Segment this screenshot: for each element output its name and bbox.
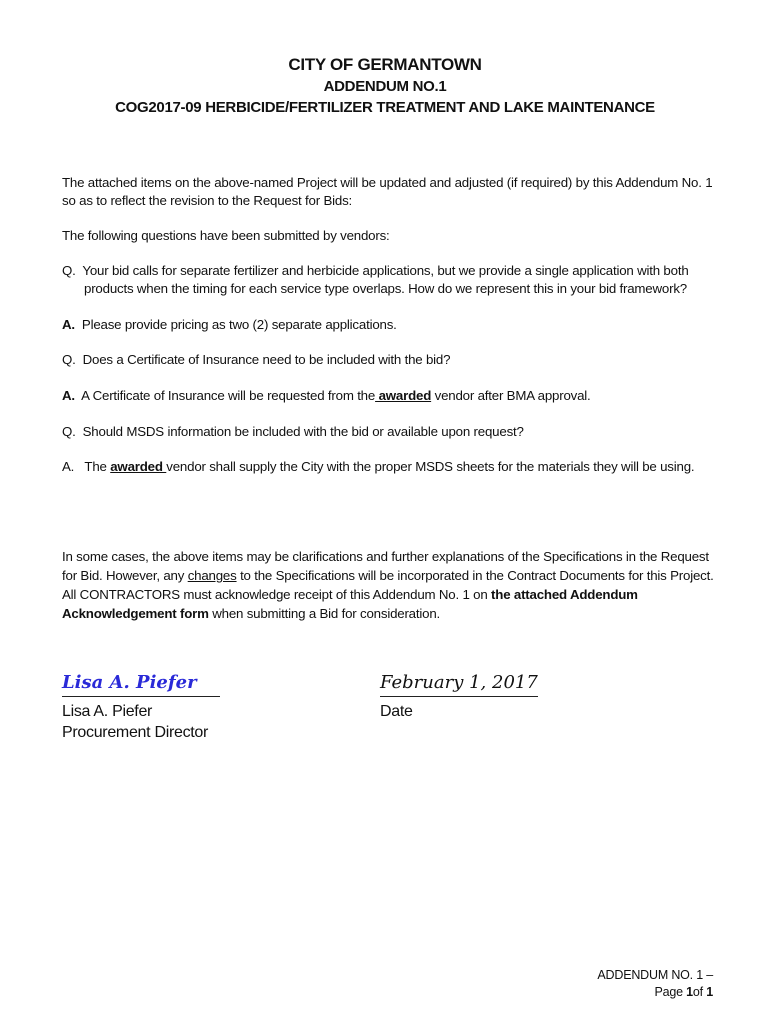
questions-intro: The following questions have been submitted by vendors:: [62, 228, 390, 243]
closing-changes: changes: [187, 568, 237, 583]
closing-part2: to the Specifications will be incorporated in the Contract Documents for this Project. All CONTRACTORS must acknowledge receipt of this Addendum No. 1 on: [62, 568, 714, 602]
answer-2-pre: A Certificate of Insurance will be requested from the: [81, 388, 376, 403]
question-prefix: Q.: [62, 424, 76, 439]
page-footer: [597, 967, 713, 1001]
answer-3-post: vendor shall supply the City with the proper MSDS sheets for the materials they will be using.: [166, 459, 695, 474]
answer-3-emphasis: awarded: [110, 459, 167, 474]
answer-prefix: A.: [62, 317, 75, 332]
question-3-text: Should MSDS information be included with the bid or available upon request?: [82, 424, 524, 439]
question-1: [62, 262, 716, 298]
closing-part3: when submitting a Bid for consideration.: [212, 606, 441, 621]
closing-paragraph: [62, 547, 716, 623]
question-1-line2: products when the timing for each service type overlaps. How do we represent this in your bid framework?: [84, 281, 687, 296]
question-2-text: Does a Certificate of Insurance need to be included with the bid?: [82, 352, 451, 367]
intro-paragraph: The attached items on the above-named Project will be updated and adjusted (if required) by this Addendum No. 1 so as to reflect the revision to the Request for Bids:: [62, 175, 713, 208]
answer-1-text: Please provide pricing as two (2) separate applications.: [81, 317, 397, 332]
signature-date-script: February 1, 2017: [380, 670, 538, 697]
signer-name: Lisa A. Piefer: [62, 703, 153, 720]
page-number: [597, 984, 713, 1001]
question-3: [62, 423, 716, 441]
date-label: Date: [380, 703, 413, 720]
of-word: of: [692, 985, 703, 999]
signer-title: Procurement Director: [62, 724, 209, 741]
answer-2-emphasis: awarded: [375, 388, 432, 403]
answer-3: [62, 458, 716, 476]
city-title: CITY OF GERMANTOWN: [288, 55, 482, 74]
answer-prefix: A.: [62, 459, 75, 474]
page-total: 1: [706, 985, 713, 999]
footer-addendum: ADDENDUM NO. 1 –: [597, 968, 713, 982]
page-word: Page: [654, 985, 683, 999]
closing-part1: In some cases, the above items may be clarifications and further explanations of the Specifications in the Request for Bid. However, any: [62, 549, 709, 583]
question-1-line1: Your bid calls for separate fertilizer and herbicide applications, but we provide a single application with both: [82, 263, 689, 278]
answer-2: [62, 387, 716, 405]
question-2: [62, 351, 716, 369]
question-prefix: Q.: [62, 352, 76, 367]
answer-1: [62, 316, 716, 334]
answer-2-post: vendor after BMA approval.: [431, 388, 591, 403]
document-header: [0, 54, 770, 118]
page-current: 1: [686, 985, 693, 999]
answer-prefix: A.: [62, 388, 75, 403]
signature-script: Lisa A. Piefer: [62, 670, 220, 697]
question-prefix: Q.: [62, 263, 76, 278]
project-title: COG2017-09 HERBICIDE/FERTILIZER TREATMENT AND LAKE MAINTENANCE: [115, 99, 655, 116]
answer-3-pre: The: [84, 459, 107, 474]
closing-bold: the attached Addendum Acknowledgement form: [62, 587, 638, 621]
addendum-title: ADDENDUM NO.1: [323, 78, 447, 95]
